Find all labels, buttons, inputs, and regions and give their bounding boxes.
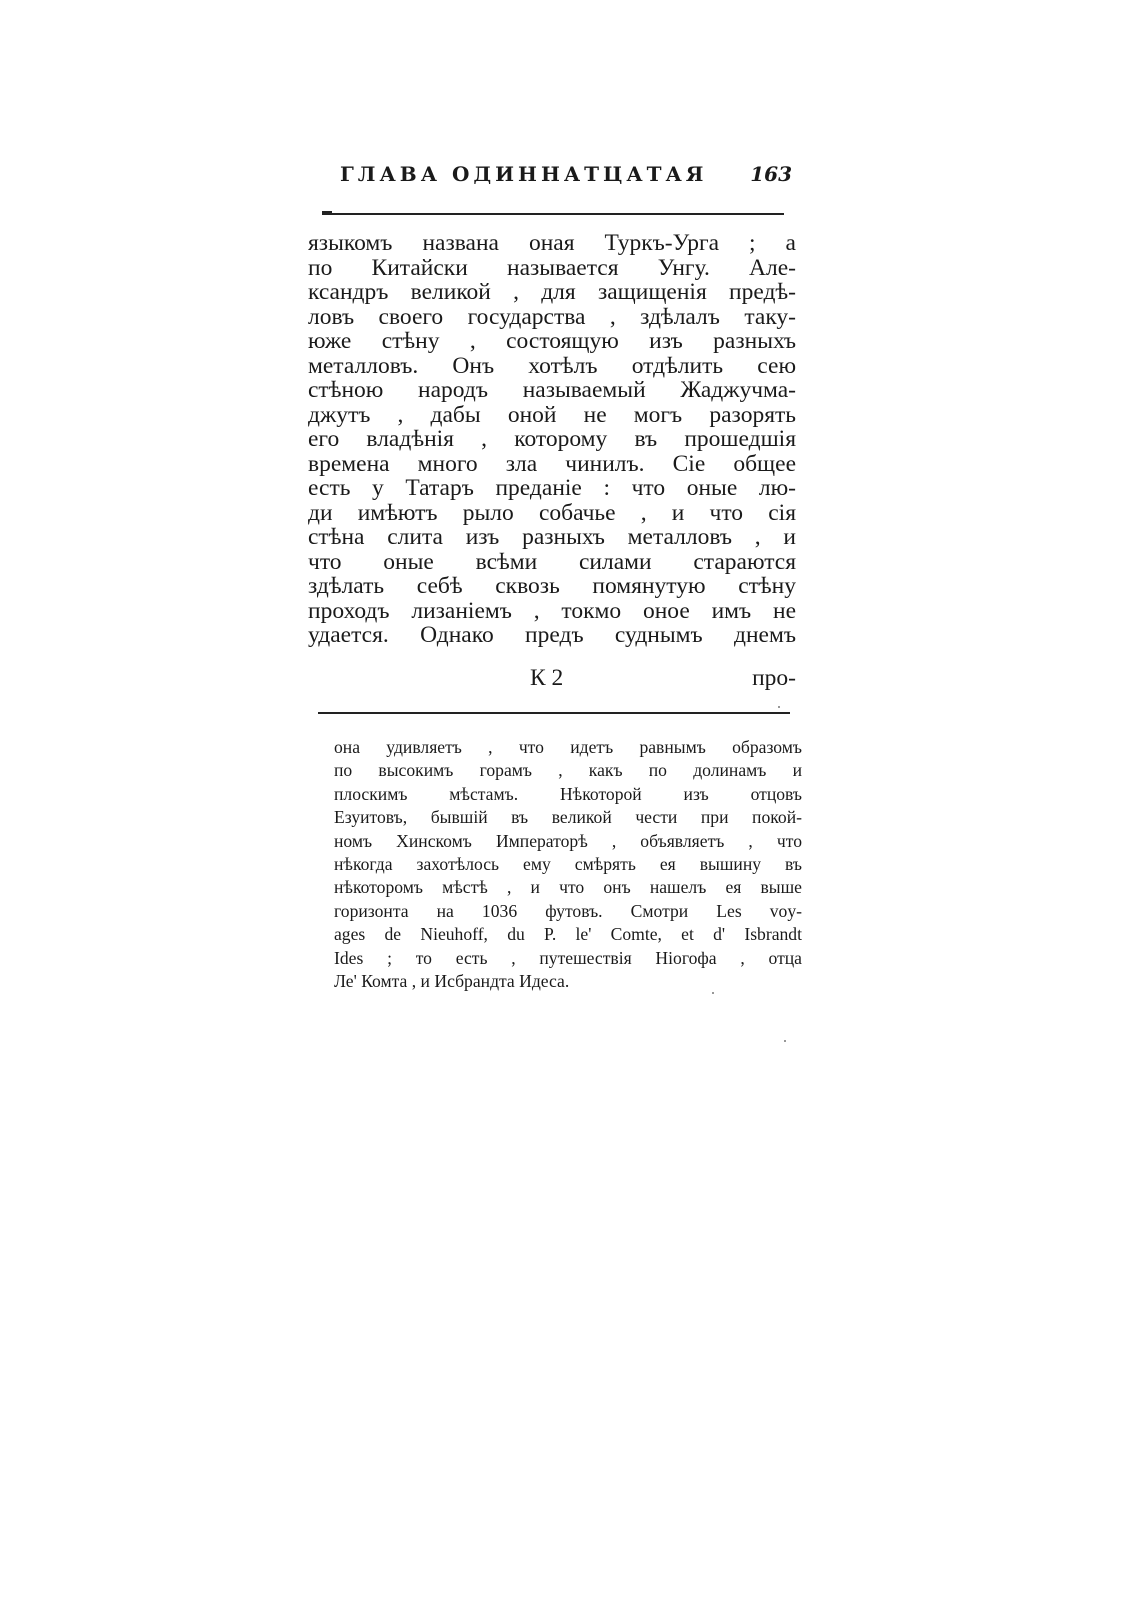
paper-speck — [784, 1040, 786, 1042]
text-line: удается. Однако предъ суднымъ днемъ — [308, 622, 796, 648]
page-number: 163 — [750, 162, 792, 186]
footnote-line: ages de Nieuhoff, du P. le' Comte, et d' Isbrandt — [334, 924, 802, 945]
text-line: есть у Татаръ преданіе : что оные лю- — [308, 475, 796, 501]
footnote-line: плоскимъ мѣстамъ. Нѣкоторой изъ отцовъ — [334, 783, 802, 804]
footnote-line: номъ Хинскомъ Императорѣ , объявляетъ , что — [334, 830, 802, 851]
footnote-line: она удивляетъ , что идетъ равнымъ образомъ — [334, 737, 802, 757]
chapter-title: ГЛАВА ОДИННАТЦАТАЯ — [340, 162, 708, 186]
paper-speck — [778, 706, 780, 708]
text-line: юже стѣну , состоящую изъ разныхъ — [308, 328, 796, 354]
printer-signature: К 2 — [530, 665, 564, 691]
text-line: стѣна слита изъ разныхъ металловъ , и — [308, 524, 796, 550]
signature-line — [308, 665, 796, 691]
text-line: по Китайски называется Унгу. Але- — [308, 254, 796, 281]
text-line: ловъ своего государства , здѣлалъ таку- — [308, 303, 796, 330]
footnote-line: по высокимъ горамъ , какъ по долинамъ и — [334, 760, 802, 781]
text-line: здѣлать себѣ сквозь помянутую стѣну — [308, 573, 796, 599]
text-line: языкомъ названа оная Туркъ-Урга ; а — [308, 230, 796, 256]
text-line: джутъ , дабы оной не могъ разорять — [308, 401, 796, 428]
paper-speck — [712, 992, 714, 994]
running-head — [340, 162, 792, 192]
footnote-line: Ле' Комта , и Исбрандта Идеса. — [334, 970, 570, 991]
footnote-line: нѣкоторомъ мѣстѣ , и что онъ нашелъ ея выше — [334, 877, 802, 898]
footnote-line: Ides ; то есть , путешествія Ніогофа , отца — [334, 947, 802, 968]
header-rule — [322, 213, 784, 215]
text-line: стѣною народъ называемый Жаджучма- — [308, 377, 796, 403]
text-line: проходъ лизаніемъ , токмо оное имъ не — [308, 597, 796, 624]
text-line: его владѣнія , которому въ прошедшія — [308, 426, 796, 452]
main-text — [308, 231, 796, 648]
footnote-line: нѣкогда захотѣлось ему смѣрять ея вышину въ — [334, 853, 802, 874]
footnote-rule — [318, 712, 790, 714]
text-line: металловъ. Онъ хотѣлъ отдѣлить сею — [308, 352, 796, 379]
text-line: ксандръ великой , для защищенія предѣ- — [308, 279, 796, 305]
text-line: ди имѣютъ рыло собачье , и что сія — [308, 499, 796, 526]
footnote — [334, 736, 802, 993]
footnote-line: Езуитовъ, бывшій въ великой чести при покой- — [334, 807, 802, 828]
text-line: что оные всѣми силами стараются — [308, 548, 796, 575]
text-line: времена много зла чинилъ. Сіе общее — [308, 450, 796, 477]
catchword: про- — [752, 665, 796, 691]
footnote-line: горизонта на 1036 футовъ. Смотри Les voy- — [334, 900, 802, 921]
